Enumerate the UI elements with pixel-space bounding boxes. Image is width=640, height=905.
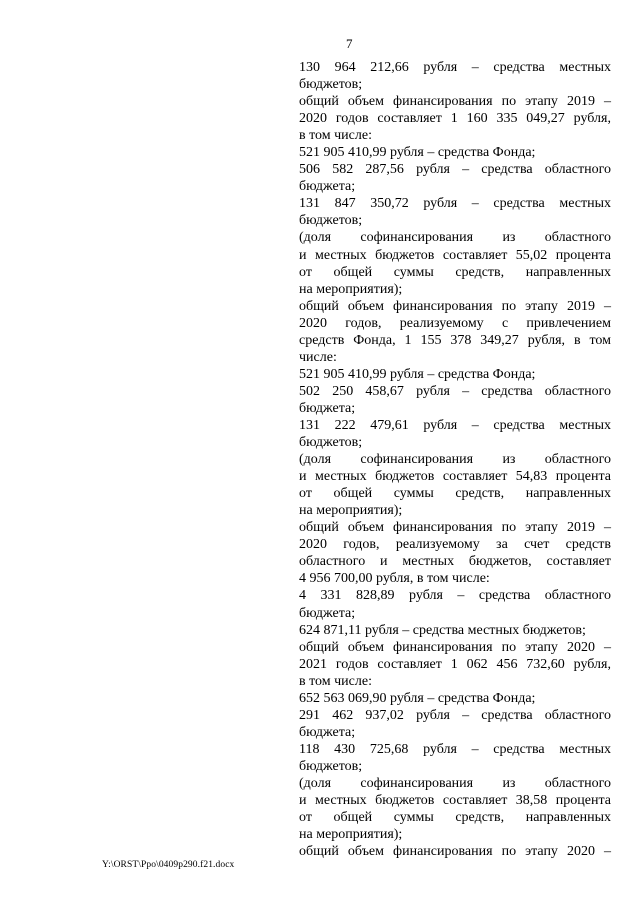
text-line: 4 956 700,00 рубля, в том числе: [299,571,490,587]
text-line: 2021 годов составляет 1 062 456 732,60 рубля, [299,656,611,672]
text-line: на мероприятия); [299,503,403,519]
text-line: 291 462 937,02 рубля – средства областного [299,707,611,723]
text-line: средств Фонда, 1 155 378 349,27 рубля, в том [299,332,611,348]
text-line: от общей суммы средств, направленных [299,810,611,826]
text-line: числе: [299,349,337,365]
text-line: и местных бюджетов составляет 54,83 процента [299,469,611,485]
text-line: в том числе: [299,673,372,689]
text-line: на мероприятия); [299,281,403,297]
text-line: и местных бюджетов составляет 38,58 процента [299,793,611,809]
text-line: на мероприятия); [299,827,403,843]
text-line: общий объем финансирования по этапу 2020 – [299,639,611,655]
text-line: 624 871,11 рубля – средства местных бюджетов; [299,622,586,638]
text-line: бюджета; [299,400,356,416]
text-line: 131 847 350,72 рубля – средства местных [299,196,611,212]
text-line: 131 222 479,61 рубля – средства местных [299,417,611,433]
text-line: бюджета; [299,724,356,740]
text-line: 2020 годов, реализуемому с привлечением [299,315,611,331]
text-line: бюджетов; [299,435,363,451]
text-line: 2020 годов, реализуемому за счет средств [299,537,611,553]
text-line: 521 905 410,99 рубля – средства Фонда; [299,145,536,161]
text-line: 502 250 458,67 рубля – средства областного [299,383,611,399]
text-line: бюджетов; [299,758,363,774]
text-line: областного и местных бюджетов, составляет [299,554,611,570]
text-line: 4 331 828,89 рубля – средства областного [299,588,611,604]
text-line: от общей суммы средств, направленных [299,486,611,502]
text-line: 652 563 069,90 рубля – средства Фонда; [299,690,536,706]
text-line: бюджета; [299,179,356,195]
text-line: общий объем финансирования по этапу 2020 – [299,844,611,860]
text-line: (доля софинансирования из областного [299,452,611,468]
text-line: бюджета; [299,605,356,621]
text-line: (доля софинансирования из областного [299,775,611,791]
page-number: 7 [346,36,353,51]
text-line: 506 582 287,56 рубля – средства областного [299,162,611,178]
text-line: и местных бюджетов составляет 55,02 процента [299,247,611,263]
text-line: общий объем финансирования по этапу 2019 – [299,298,611,314]
footer-file-path: Y:\ORST\Ppo\0409p290.f21.docx [102,860,235,870]
text-line: 118 430 725,68 рубля – средства местных [299,741,611,757]
text-line: общий объем финансирования по этапу 2019 – [299,94,611,110]
text-line: 2020 годов составляет 1 160 335 049,27 рубля, [299,111,611,127]
text-line: (доля софинансирования из областного [299,230,611,246]
text-line: 521 905 410,99 рубля – средства Фонда; [299,366,536,382]
text-line: 130 964 212,66 рубля – средства местных [299,60,611,75]
text-line: от общей суммы средств, направленных [299,264,611,280]
body-text [299,59,611,860]
text-line: бюджетов; [299,77,363,93]
text-line: бюджетов; [299,213,363,229]
text-line: в том числе: [299,128,372,144]
text-line: общий объем финансирования по этапу 2019 – [299,520,611,536]
